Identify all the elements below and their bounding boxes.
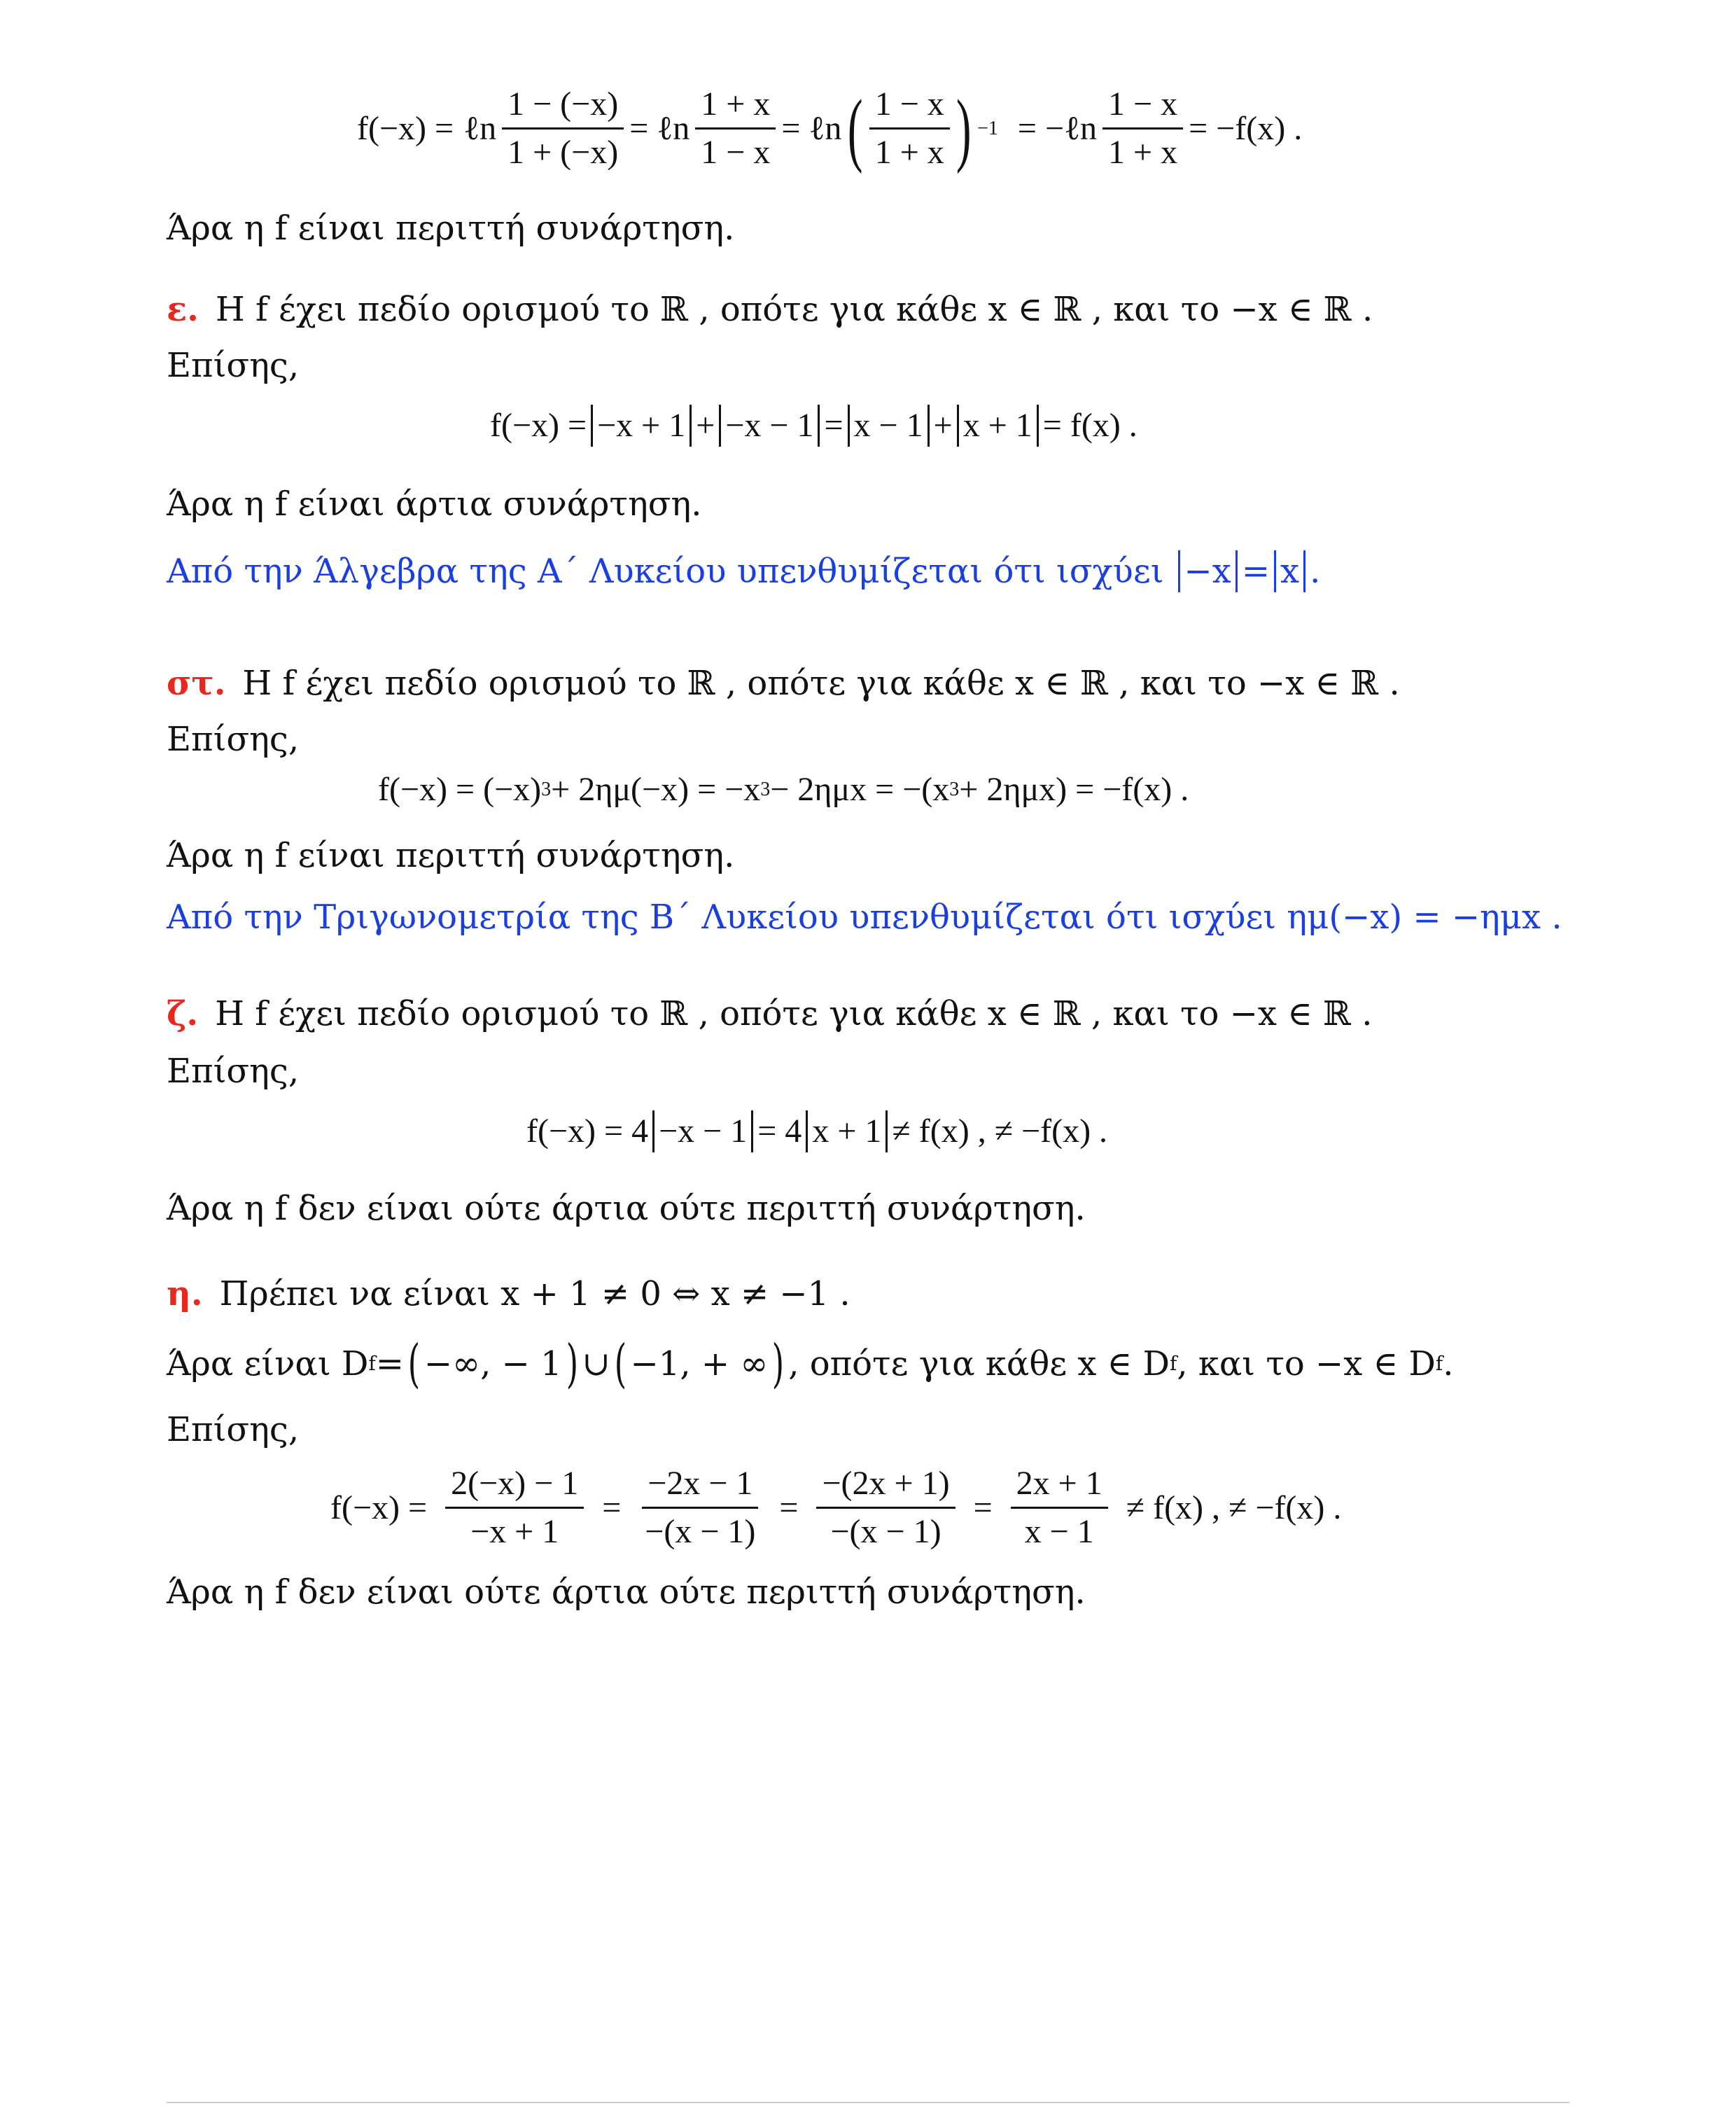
domain-text: , και το −x ∈ D xyxy=(1177,1344,1436,1383)
eq-text: ≠ f(x) , ≠ −f(x) . xyxy=(892,1113,1108,1150)
eq-text: = 4 xyxy=(757,1113,802,1150)
right-paren: ) xyxy=(955,82,972,174)
subscript: f xyxy=(1435,1352,1443,1375)
denominator: −(x − 1) xyxy=(645,1513,756,1550)
domain-text: −1, + ∞ xyxy=(630,1344,769,1383)
abs-bar xyxy=(818,405,820,447)
left-paren: ( xyxy=(407,1334,421,1394)
conclusion-neither: Άρα η f δεν είναι ούτε άρτια ούτε περιττή συνάρτηση. xyxy=(167,1572,1086,1612)
note-text: −x xyxy=(1184,552,1231,591)
eq-text: = ℓn xyxy=(629,109,690,147)
equation-trig xyxy=(378,769,1189,811)
conclusion-odd: Άρα η f είναι περιττή συνάρτηση. xyxy=(167,209,735,248)
numerator: 1 − x xyxy=(1102,84,1183,130)
eq-text: = ℓn xyxy=(781,109,842,147)
abs-bar xyxy=(591,405,593,447)
statement-text: Η f έχει πεδίο ορισμού το ℝ , οπότε για κάθε x ∈ ℝ , και το −x ∈ ℝ . xyxy=(215,290,1373,329)
numerator: 1 + x xyxy=(695,84,776,130)
abs-bar xyxy=(848,405,850,447)
part-z-statement xyxy=(167,993,1372,1035)
abs-bar xyxy=(751,1110,753,1152)
eq-text: f(−x) = xyxy=(490,407,587,444)
equation-abs xyxy=(490,405,1138,447)
right-paren: ) xyxy=(566,1334,578,1394)
exponent: −1 xyxy=(977,117,998,139)
denominator: 1 − x xyxy=(701,134,771,171)
fraction xyxy=(869,84,950,173)
left-paren: ( xyxy=(614,1334,626,1394)
eq-text: ≠ f(x) , ≠ −f(x) . xyxy=(1126,1488,1342,1526)
fraction xyxy=(1102,84,1183,173)
abs-bar xyxy=(806,1110,808,1152)
numerator: 1 − x xyxy=(869,84,950,130)
equation-abs-z xyxy=(526,1110,1107,1152)
abs-bar xyxy=(1037,405,1039,447)
eq-text: x − 1 xyxy=(853,407,923,444)
note-text: . xyxy=(1310,552,1321,591)
fraction xyxy=(445,1463,584,1552)
denominator: x − 1 xyxy=(1024,1513,1094,1550)
eq-text: + 2ημ(−x) = −x xyxy=(551,771,761,808)
part-label: στ. xyxy=(167,664,226,703)
statement-text: Πρέπει να είναι x + 1 ≠ 0 ⇔ x ≠ −1 . xyxy=(219,1274,850,1313)
eq-text: = xyxy=(824,407,844,444)
eq-text: = −ℓn xyxy=(1017,109,1098,147)
eq-text: f(−x) = 4 xyxy=(526,1113,649,1150)
union-symbol: ∪ xyxy=(582,1344,610,1383)
denominator: 1 + (−x) xyxy=(507,134,619,171)
episis-text: Επίσης, xyxy=(167,346,300,385)
abs-bar xyxy=(690,405,692,447)
abs-bar xyxy=(1274,550,1276,592)
abs-bar xyxy=(1236,550,1238,592)
numerator: 2(−x) − 1 xyxy=(445,1463,584,1509)
statement-text: Η f έχει πεδίο ορισμού το ℝ , οπότε για κάθε x ∈ ℝ , και το −x ∈ ℝ . xyxy=(242,664,1400,703)
denominator: 1 + x xyxy=(1108,134,1178,171)
exponent: 3 xyxy=(541,779,552,800)
part-st-statement xyxy=(167,662,1400,704)
abs-bar xyxy=(719,405,721,447)
abs-bar xyxy=(1178,550,1180,592)
statement-text: Η f έχει πεδίο ορισμού το ℝ , οπότε για κάθε x ∈ ℝ , και το −x ∈ ℝ . xyxy=(215,994,1373,1033)
fraction xyxy=(639,1463,761,1552)
exponent: 3 xyxy=(949,779,960,800)
reminder-note: Από την Τριγωνομετρία της Β΄ Λυκείου υπενθυμίζεται ότι ισχύει ημ(−x) = −ημx . xyxy=(167,898,1562,937)
eq-text: − 2ημx = −(x xyxy=(770,771,950,808)
eq-text: = xyxy=(602,1488,622,1526)
footer-rule xyxy=(167,2102,1569,2103)
eq-text: −x − 1 xyxy=(659,1113,748,1150)
part-label: η. xyxy=(167,1274,203,1313)
episis-text: Επίσης, xyxy=(167,720,300,759)
left-paren: ( xyxy=(848,82,863,174)
part-e-statement xyxy=(167,288,1373,330)
eq-text: ℓn xyxy=(463,109,497,147)
conclusion-neither: Άρα η f δεν είναι ούτε άρτια ούτε περιττή συνάρτηση. xyxy=(167,1189,1086,1228)
eq-text: −x + 1 xyxy=(597,407,686,444)
conclusion-odd: Άρα η f είναι περιττή συνάρτηση. xyxy=(167,836,735,875)
fraction xyxy=(816,1463,955,1552)
part-h-statement xyxy=(167,1273,850,1315)
eq-text: x + 1 xyxy=(962,407,1032,444)
equation-fraction-h xyxy=(330,1463,1341,1552)
eq-text: = xyxy=(779,1488,799,1526)
eq-text: + xyxy=(696,407,715,444)
part-label: ε. xyxy=(167,290,199,329)
eq-text: + 2ημx) = −f(x) . xyxy=(959,771,1189,808)
denominator: 1 + x xyxy=(874,134,944,171)
exponent: 3 xyxy=(760,779,771,800)
denominator: −x + 1 xyxy=(470,1513,559,1550)
note-text: = xyxy=(1241,552,1270,591)
numerator: 1 − (−x) xyxy=(502,84,624,130)
fraction xyxy=(502,84,624,173)
eq-text: f(−x) = (−x) xyxy=(378,771,542,808)
episis-text: Επίσης, xyxy=(167,1410,300,1449)
numerator: −2x − 1 xyxy=(642,1463,758,1509)
eq-text: = f(x) . xyxy=(1042,407,1138,444)
subscript: f xyxy=(368,1352,376,1375)
numerator: 2x + 1 xyxy=(1011,1463,1108,1509)
numerator: −(2x + 1) xyxy=(816,1463,955,1509)
domain-text: = xyxy=(375,1344,404,1383)
eq-text: f(−x) = xyxy=(330,1488,428,1526)
note-text: x xyxy=(1280,552,1300,591)
conclusion-even: Άρα η f είναι άρτια συνάρτηση. xyxy=(167,484,702,524)
fraction xyxy=(1011,1463,1108,1552)
abs-bar xyxy=(886,1110,888,1152)
denominator: −(x − 1) xyxy=(830,1513,941,1550)
eq-text: = xyxy=(973,1488,993,1526)
domain-text: Άρα είναι D xyxy=(167,1344,369,1383)
abs-bar xyxy=(927,405,930,447)
abs-bar xyxy=(1303,550,1306,592)
eq-text: = −f(x) . xyxy=(1189,109,1303,147)
domain-text: . xyxy=(1443,1344,1454,1383)
episis-text: Επίσης, xyxy=(167,1052,300,1091)
subscript: f xyxy=(1169,1352,1177,1375)
equation-odd-log xyxy=(357,84,1302,173)
domain-text: −∞, − 1 xyxy=(424,1344,562,1383)
domain-line xyxy=(167,1334,1454,1394)
part-label: ζ. xyxy=(167,994,199,1033)
fraction xyxy=(695,84,776,173)
abs-bar xyxy=(652,1110,654,1152)
eq-text: −x − 1 xyxy=(725,407,814,444)
eq-text: + xyxy=(933,407,953,444)
domain-text: , οπότε για κάθε x ∈ D xyxy=(788,1344,1170,1383)
reminder-note xyxy=(167,550,1320,592)
eq-text: f(−x) = xyxy=(357,109,454,147)
abs-bar xyxy=(957,405,959,447)
right-paren: ) xyxy=(772,1334,785,1394)
eq-text: x + 1 xyxy=(812,1113,882,1150)
note-text: Από την Άλγεβρα της Α΄ Λυκείου υπενθυμίζεται ότι ισχύει xyxy=(167,552,1164,591)
